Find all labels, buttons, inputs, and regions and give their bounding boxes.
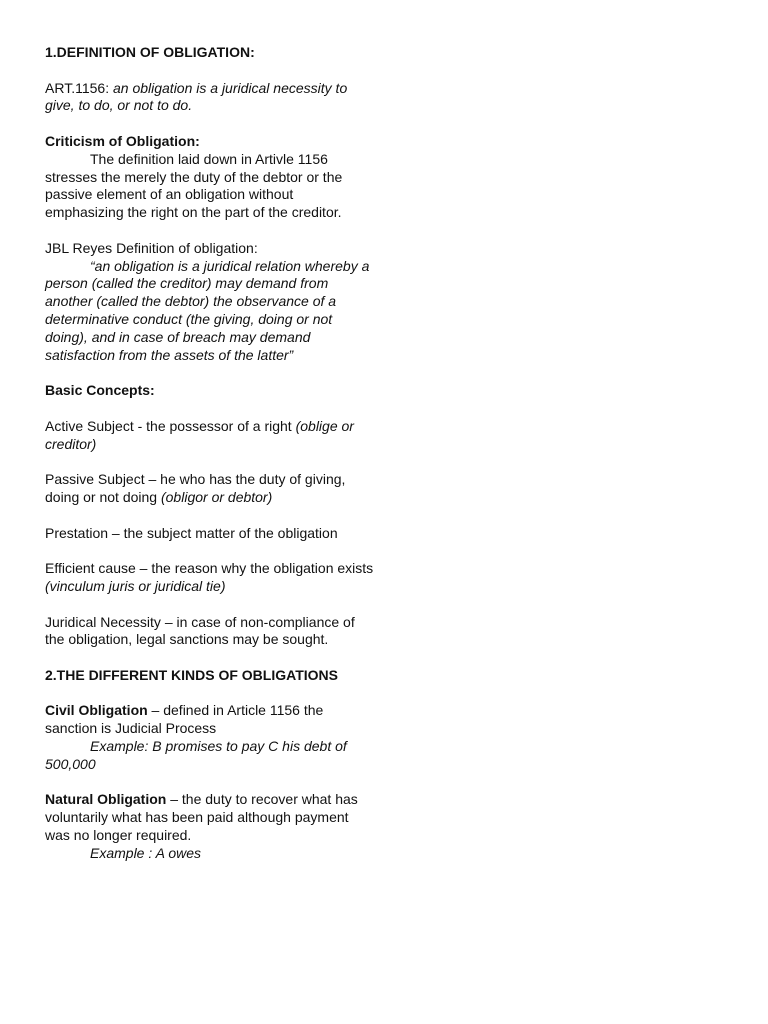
natural-obligation-example: Example : A owes — [90, 844, 202, 861]
civil-obligation-term: Civil Obligation — [45, 702, 148, 719]
natural-obligation-term: Natural Obligation — [45, 791, 167, 808]
concept-prestation — [45, 525, 375, 543]
concept-efficient-cause — [45, 560, 375, 596]
jbl-reyes-quote: “an obligation is a juridical relation whereby a person (called the creditor) may demand from another (called the debtor) the observance of a determinative conduct (the giving, doing or not doing), and in case of breach may demand satisfaction from the assets of the latter” — [45, 257, 370, 363]
concept-juridical-necessity — [45, 614, 375, 650]
natural-obligation-definition — [45, 791, 375, 844]
document-page — [45, 44, 375, 863]
concept-text: Passive Subject – he who has the duty of giving, doing or not doing — [45, 471, 346, 505]
concept-text: Active Subject - the possessor of a right — [45, 417, 296, 434]
concept-italic: (vinculum juris or juridical tie) — [45, 577, 226, 594]
civil-obligation-example: Example: B promises to pay C his debt of 500,000 — [45, 738, 347, 772]
article-1156-definition — [45, 80, 375, 116]
criticism-heading: Criticism of Obligation: — [45, 132, 200, 149]
civil-obligation-definition — [45, 702, 375, 738]
concept-passive-subject — [45, 471, 375, 507]
concept-italic: (oblige or creditor) — [45, 417, 354, 452]
concept-active-subject — [45, 418, 375, 454]
concept-text: Efficient cause – the reason why the obligation exists — [45, 560, 374, 577]
concept-italic: (obligor or debtor) — [160, 488, 273, 505]
section-2-heading: 2.THE DIFFERENT KINDS OF OBLIGATIONS — [45, 666, 338, 683]
section-1-heading: 1.DEFINITION OF OBLIGATION: — [45, 44, 255, 60]
concept-text: Prestation – the subject matter of the obligation — [45, 524, 338, 541]
article-text: an obligation is a juridical necessity to give, to do, or not to do. — [45, 79, 348, 114]
civil-obligation-text: – defined in Article 1156 the sanction is Judicial Process — [45, 702, 324, 737]
basic-concepts-heading: Basic Concepts: — [45, 382, 155, 399]
jbl-reyes-label: JBL Reyes Definition of obligation: — [45, 239, 258, 256]
article-label: ART.1156: — [45, 79, 113, 96]
concept-text: Juridical Necessity – in case of non-compliance of the obligation, legal sanctions may be sought. — [45, 613, 355, 648]
criticism-paragraph: The definition laid down in Artivle 1156 stresses the merely the duty of the debtor or the passive element of an obligation without emphasizing the right on the part of the creditor. — [45, 150, 343, 221]
natural-obligation-text: – the duty to recover what has voluntarily what has been paid although payment was no longer required. — [45, 791, 358, 844]
